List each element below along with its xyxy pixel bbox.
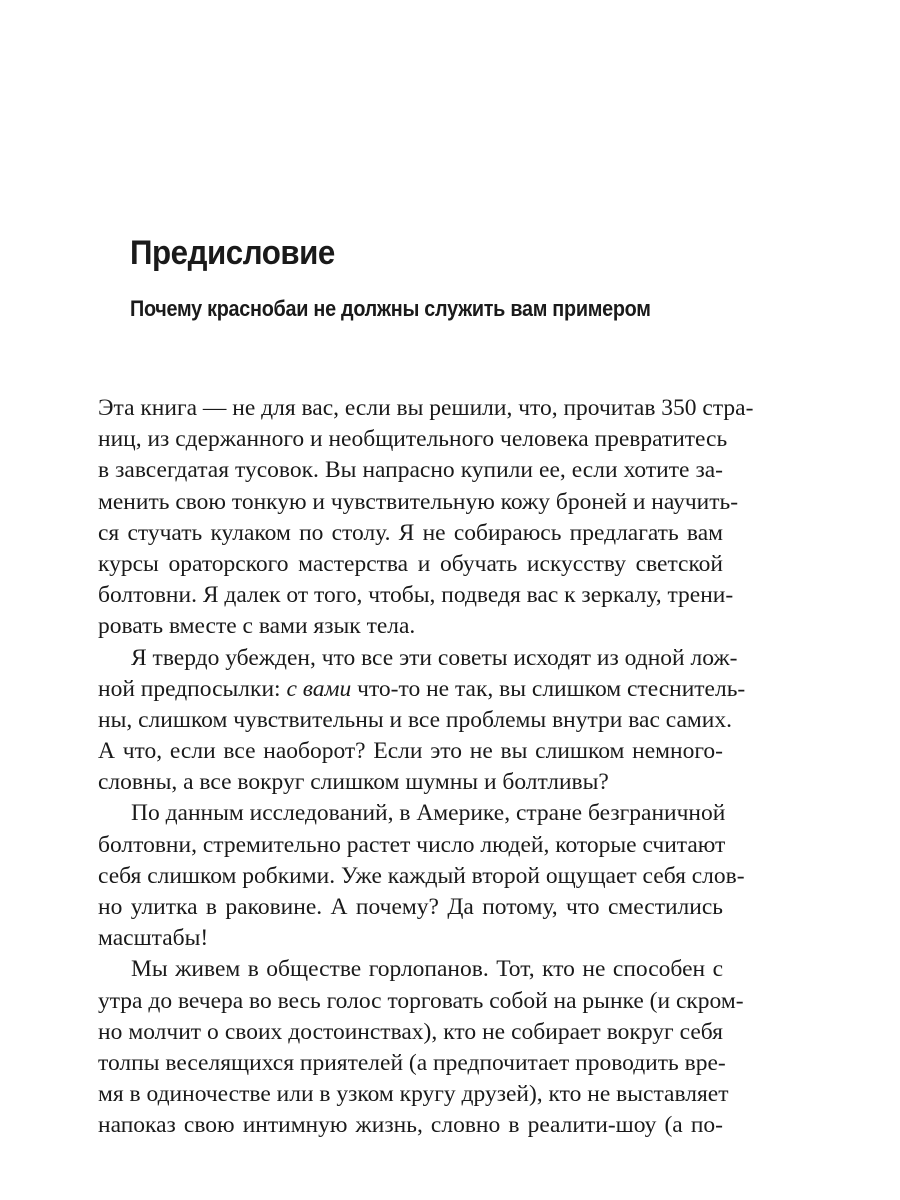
text-line: себя слишком робкими. Уже каждый второй ощущает себя слов-	[98, 862, 745, 889]
text-line: болтовни. Я далек от того, чтобы, подведя вас к зеркалу, трени-	[98, 582, 734, 609]
text-line: Эта книга — не для вас, если вы решили, что, прочитав 350 стра-	[98, 395, 754, 421]
text-line: но улитка в раковине. А почему? Да потому, что сместились	[98, 894, 723, 920]
text-run: ной предпосылки:	[98, 675, 287, 702]
text-line: ровать вместе с вами язык тела.	[98, 613, 416, 640]
text-line: утра до вечера во весь голос торговать собой на рынке (и скром-	[98, 987, 744, 1014]
text-line: толпы веселящихся приятелей (а предпочитает проводить вре-	[98, 1049, 726, 1076]
chapter-title: Предисловие	[130, 234, 335, 272]
text-line: болтовни, стремительно растет число людей, которые считают	[98, 831, 726, 858]
text-run: что-то не так, вы слишком стеснитель-	[351, 675, 746, 702]
text-line: ся стучать кулаком по столу. Я не собираюсь предлагать вам	[98, 519, 723, 546]
text-line: но молчит о своих достоинствах), кто не собирает вокруг себя	[98, 1018, 723, 1045]
text-line: Мы живем в обществе горлопанов. Тот, кто не способен с	[131, 956, 723, 983]
body-text	[98, 393, 754, 1142]
text-line: масштабы!	[98, 925, 209, 952]
text-line: мя в одиночестве или в узком кругу друзей), кто не выставляет	[98, 1081, 729, 1108]
text-line: в завсегдатая тусовок. Вы напрасно купили ее, если хотите за-	[98, 457, 723, 484]
chapter-subtitle: Почему краснобаи не должны служить вам примером	[130, 296, 651, 321]
text-line: менить свою тонкую и чувствительную кожу броней и научить-	[98, 488, 739, 515]
text-line: курсы ораторского мастерства и обучать искусству светской	[98, 550, 723, 577]
emphasis-text: с вами	[286, 675, 352, 702]
text-line: ны, слишком чувствительны и все проблемы внутри вас самих.	[98, 706, 732, 733]
text-line-with-emphasis	[98, 674, 746, 705]
text-line: По данным исследований, в Америке, стране безграничной	[131, 800, 726, 827]
text-line: Я твердо убежден, что все эти советы исходят из одной лож-	[131, 644, 738, 671]
text-line: словны, а все вокруг слишком шумны и болтливы?	[98, 769, 609, 796]
text-line: А что, если все наоборот? Если это не вы слишком немного-	[98, 738, 723, 765]
text-line: напоказ свою интимную жизнь, словно в реалити-шоу (а по-	[98, 1112, 723, 1139]
text-line: ниц, из сдержанного и необщительного человека превратитесь	[98, 426, 728, 453]
